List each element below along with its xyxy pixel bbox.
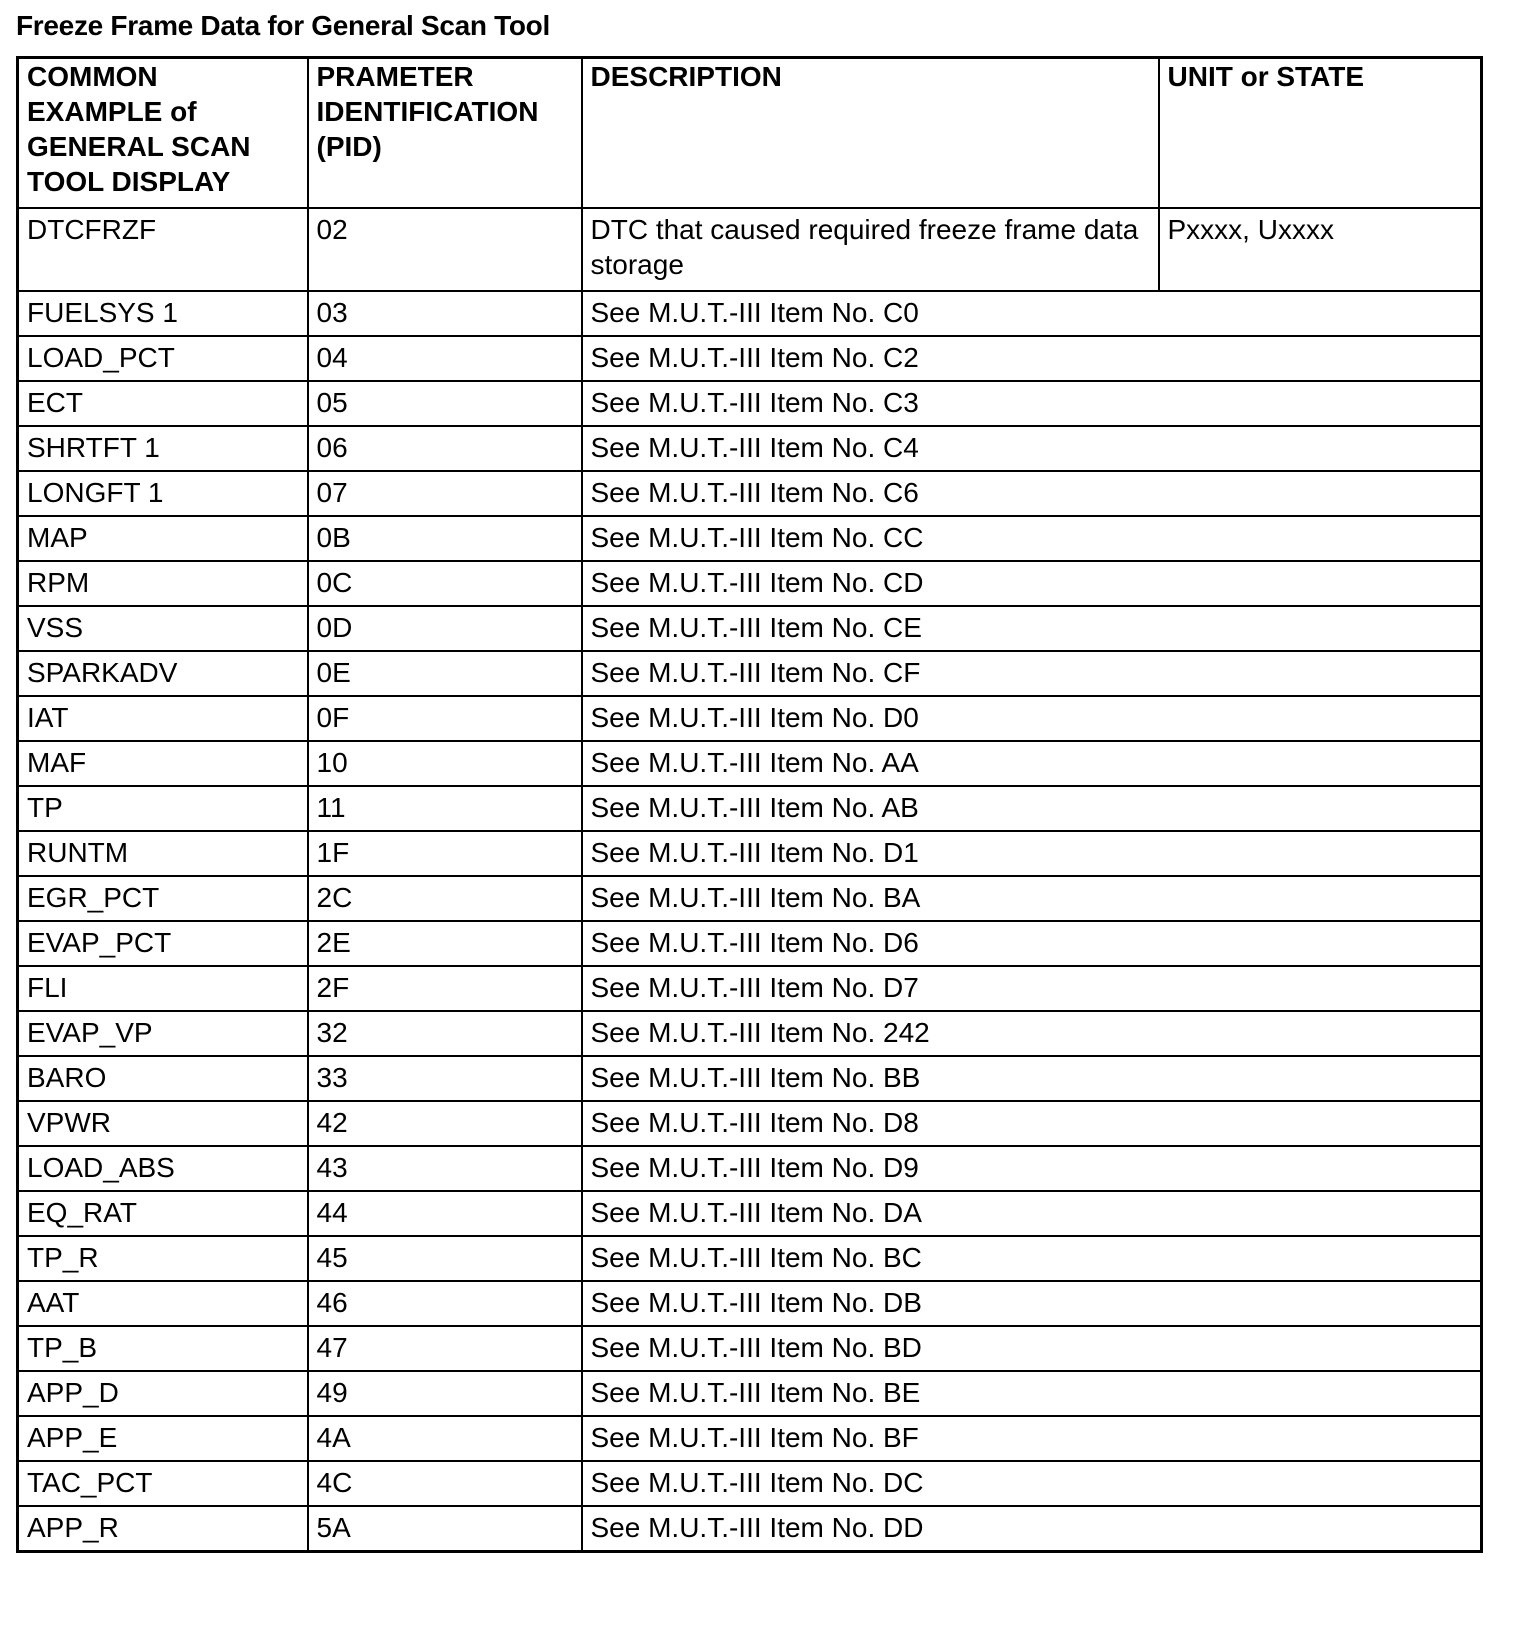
table-row (18, 336, 1482, 381)
cell-description: See M.U.T.-III Item No. BC (582, 1236, 1482, 1281)
cell-description: See M.U.T.-III Item No. 242 (582, 1011, 1482, 1056)
cell-pid: 0C (308, 561, 582, 606)
cell-pid: 0F (308, 696, 582, 741)
table-row (18, 786, 1482, 831)
table-row (18, 921, 1482, 966)
cell-display: LOAD_ABS (18, 1146, 308, 1191)
cell-pid: 44 (308, 1191, 582, 1236)
table-row (18, 1056, 1482, 1101)
cell-display: MAP (18, 516, 308, 561)
table-row (18, 1191, 1482, 1236)
cell-pid: 11 (308, 786, 582, 831)
cell-description: See M.U.T.-III Item No. CF (582, 651, 1482, 696)
cell-pid: 05 (308, 381, 582, 426)
cell-description: See M.U.T.-III Item No. D1 (582, 831, 1482, 876)
table-row (18, 291, 1482, 336)
cell-description: See M.U.T.-III Item No. C6 (582, 471, 1482, 516)
cell-pid: 45 (308, 1236, 582, 1281)
cell-display: APP_R (18, 1506, 308, 1552)
cell-description: See M.U.T.-III Item No. D7 (582, 966, 1482, 1011)
cell-pid: 49 (308, 1371, 582, 1416)
header-unit: UNIT or STATE (1159, 58, 1482, 209)
cell-description: See M.U.T.-III Item No. BD (582, 1326, 1482, 1371)
cell-display: APP_D (18, 1371, 308, 1416)
cell-pid: 06 (308, 426, 582, 471)
cell-description: See M.U.T.-III Item No. CC (582, 516, 1482, 561)
cell-description: See M.U.T.-III Item No. C2 (582, 336, 1482, 381)
cell-description: See M.U.T.-III Item No. C0 (582, 291, 1482, 336)
cell-pid: 10 (308, 741, 582, 786)
cell-display: EVAP_PCT (18, 921, 308, 966)
cell-description: See M.U.T.-III Item No. BF (582, 1416, 1482, 1461)
cell-pid: 42 (308, 1101, 582, 1146)
table-row (18, 1011, 1482, 1056)
cell-display: FUELSYS 1 (18, 291, 308, 336)
cell-display: TP_B (18, 1326, 308, 1371)
cell-description: See M.U.T.-III Item No. D9 (582, 1146, 1482, 1191)
cell-display: TAC_PCT (18, 1461, 308, 1506)
table-row (18, 471, 1482, 516)
table-row (18, 876, 1482, 921)
cell-unit: Pxxxx, Uxxxx (1159, 208, 1482, 291)
cell-description: See M.U.T.-III Item No. BE (582, 1371, 1482, 1416)
cell-pid: 43 (308, 1146, 582, 1191)
table-row (18, 1281, 1482, 1326)
cell-description: See M.U.T.-III Item No. C3 (582, 381, 1482, 426)
table-row (18, 516, 1482, 561)
table-row (18, 831, 1482, 876)
table-row (18, 741, 1482, 786)
cell-display: VPWR (18, 1101, 308, 1146)
cell-display: RPM (18, 561, 308, 606)
cell-display: EGR_PCT (18, 876, 308, 921)
table-row (18, 1146, 1482, 1191)
cell-display: EVAP_VP (18, 1011, 308, 1056)
table-row (18, 1416, 1482, 1461)
table-row (18, 1506, 1482, 1552)
table-row (18, 1101, 1482, 1146)
header-description: DESCRIPTION (582, 58, 1159, 209)
table-row (18, 381, 1482, 426)
cell-description: See M.U.T.-III Item No. AA (582, 741, 1482, 786)
table-row (18, 696, 1482, 741)
table-row (18, 561, 1482, 606)
table-header-row (18, 58, 1482, 209)
cell-pid: 46 (308, 1281, 582, 1326)
cell-description: See M.U.T.-III Item No. DD (582, 1506, 1482, 1552)
table-row (18, 1461, 1482, 1506)
cell-display: DTCFRZF (18, 208, 308, 291)
cell-pid: 0D (308, 606, 582, 651)
cell-description: See M.U.T.-III Item No. CD (582, 561, 1482, 606)
cell-display: APP_E (18, 1416, 308, 1461)
cell-description: See M.U.T.-III Item No. DC (582, 1461, 1482, 1506)
cell-display: FLI (18, 966, 308, 1011)
cell-pid: 32 (308, 1011, 582, 1056)
cell-display: ECT (18, 381, 308, 426)
cell-pid: 4C (308, 1461, 582, 1506)
table-row (18, 966, 1482, 1011)
cell-display: SHRTFT 1 (18, 426, 308, 471)
cell-display: LONGFT 1 (18, 471, 308, 516)
cell-description: See M.U.T.-III Item No. AB (582, 786, 1482, 831)
cell-description: See M.U.T.-III Item No. DB (582, 1281, 1482, 1326)
cell-pid: 02 (308, 208, 582, 291)
cell-pid: 5A (308, 1506, 582, 1552)
cell-description: DTC that caused required freeze frame data storage (582, 208, 1159, 291)
cell-display: VSS (18, 606, 308, 651)
cell-display: AAT (18, 1281, 308, 1326)
cell-description: See M.U.T.-III Item No. C4 (582, 426, 1482, 471)
cell-display: TP (18, 786, 308, 831)
cell-pid: 47 (308, 1326, 582, 1371)
cell-description: See M.U.T.-III Item No. CE (582, 606, 1482, 651)
cell-display: LOAD_PCT (18, 336, 308, 381)
cell-description: See M.U.T.-III Item No. D0 (582, 696, 1482, 741)
cell-pid: 2F (308, 966, 582, 1011)
table-row (18, 208, 1482, 291)
cell-display: TP_R (18, 1236, 308, 1281)
table-row (18, 1236, 1482, 1281)
header-pid: PRAMETER IDENTIFICATION (PID) (308, 58, 582, 209)
cell-display: BARO (18, 1056, 308, 1101)
cell-pid: 2C (308, 876, 582, 921)
cell-description: See M.U.T.-III Item No. BA (582, 876, 1482, 921)
header-display: COMMON EXAMPLE of GENERAL SCAN TOOL DISPLAY (18, 58, 308, 209)
table-row (18, 1326, 1482, 1371)
cell-description: See M.U.T.-III Item No. BB (582, 1056, 1482, 1101)
page-title: Freeze Frame Data for General Scan Tool (16, 10, 550, 41)
cell-pid: 1F (308, 831, 582, 876)
cell-description: See M.U.T.-III Item No. D6 (582, 921, 1482, 966)
cell-pid: 0E (308, 651, 582, 696)
cell-display: MAF (18, 741, 308, 786)
cell-display: IAT (18, 696, 308, 741)
cell-pid: 4A (308, 1416, 582, 1461)
cell-description: See M.U.T.-III Item No. DA (582, 1191, 1482, 1236)
cell-pid: 0B (308, 516, 582, 561)
cell-pid: 04 (308, 336, 582, 381)
table-row (18, 426, 1482, 471)
cell-pid: 03 (308, 291, 582, 336)
cell-display: SPARKADV (18, 651, 308, 696)
freeze-frame-table (16, 56, 1483, 1553)
table-row (18, 651, 1482, 696)
cell-description: See M.U.T.-III Item No. D8 (582, 1101, 1482, 1146)
cell-pid: 07 (308, 471, 582, 516)
table-row (18, 606, 1482, 651)
table-row (18, 1371, 1482, 1416)
cell-pid: 33 (308, 1056, 582, 1101)
cell-display: RUNTM (18, 831, 308, 876)
cell-display: EQ_RAT (18, 1191, 308, 1236)
cell-pid: 2E (308, 921, 582, 966)
